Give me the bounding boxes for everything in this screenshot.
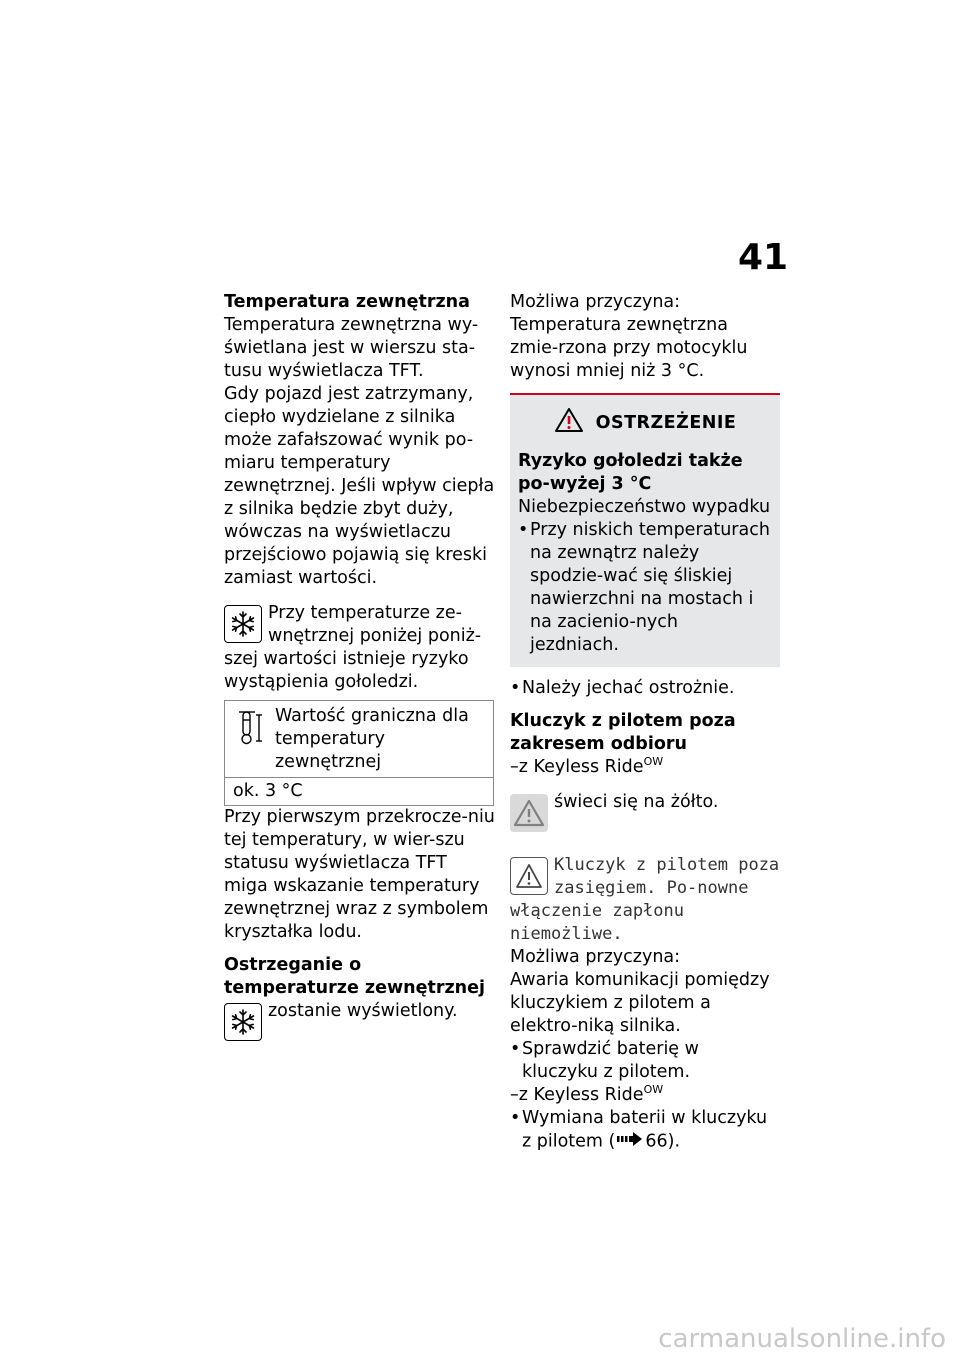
page-number: 41	[738, 237, 789, 278]
yellow-light-text: świeci się na żółto.	[554, 792, 719, 812]
warning-triangle-light-icon	[510, 794, 548, 832]
ice-risk-note	[224, 602, 496, 694]
watermark: carmanualsonline.info	[658, 1324, 946, 1354]
possible-cause-text-2: Awaria komunikacji pomiędzy kluczykiem z pilotem a elektro-niką silnika.	[510, 970, 770, 1036]
limit-value: ok. 3 °C	[233, 781, 303, 801]
check-battery-item: • Sprawdzić baterię w kluczyku z pilotem.	[510, 1038, 780, 1084]
heading-outside-temperature: Temperatura zewnętrzna	[224, 292, 470, 312]
paragraph-engine-heat: Gdy pojazd jest zatrzymany, ciepło wydzielane z silnika może zafałszować wynik po-miaru temperatury zewnętrznej. Jeśli wpływ ciepła z silnika będzie zbyt duży, wówczas na wyświetlaczu przejściowo pojawią się kreski zamiast wartości.	[224, 384, 495, 588]
right-column	[510, 291, 780, 1154]
display-message-note	[510, 854, 780, 946]
snowflake-icon	[224, 1003, 262, 1041]
limit-value-table	[224, 700, 494, 806]
heading-temperature-warning: Ostrzeganie o temperaturze zewnętrznej	[224, 955, 485, 998]
warning-heading: Ryzyko gołoledzi także po-wyżej 3 °C	[518, 451, 743, 494]
keyless-ride-condition-2: –z Keyless Ride$^{OW}$	[510, 1083, 664, 1105]
page-reference[interactable]: 66	[645, 1131, 668, 1152]
limit-label: Wartość graniczna dla temperatury zewnętrznej	[275, 706, 469, 772]
warning-displayed-note	[224, 1000, 496, 1043]
possible-cause-label-2: Możliwa przyczyna:	[510, 947, 681, 967]
thermometer-icon	[235, 705, 275, 774]
ice-risk-text: Przy temperaturze ze-wnętrznej poniżej poniż-szej wartości istnieje ryzyko wystąpienia gołoledzi.	[224, 603, 482, 692]
display-message-text: Kluczyk z pilotem poza zasięgiem. Po-nowne włączenie zapłonu niemożliwe.	[510, 855, 780, 944]
heading-key-out-of-range: Kluczyk z pilotem poza zakresem odbioru	[510, 711, 736, 754]
paragraph-blinking-indicator: Przy pierwszym przekrocze-niu tej temperatury, w wier-szu statusu wyświetlacza TFT miga wskazanie temperatury zewnętrznej wraz z symbolem kryształka lodu.	[224, 807, 495, 942]
warning-triangle-outline-icon	[510, 857, 548, 895]
paragraph-tft-display: Temperatura zewnętrzna wy-świetlana jest w wierszu sta-tusu wyświetlacza TFT.	[224, 315, 479, 381]
snowflake-icon	[224, 605, 262, 643]
possible-cause-text: Temperatura zewnętrzna zmie-rzona przy motocyklu wynosi mniej niż 3 °C.	[510, 315, 748, 381]
possible-cause-label: Możliwa przyczyna:	[510, 292, 681, 312]
keyless-ride-condition: –z Keyless Ride$^{OW}$	[510, 755, 664, 777]
drive-carefully-item: • Należy jechać ostrożnie.	[510, 677, 780, 700]
warning-box	[510, 393, 780, 667]
left-column	[224, 291, 496, 1043]
arrow-right-icon[interactable]	[617, 1130, 643, 1153]
warning-displayed-text: zostanie wyświetlony.	[268, 1001, 458, 1021]
warning-title: OSTRZEŻENIE	[595, 413, 737, 433]
warning-icon	[554, 407, 584, 440]
warning-bullet: • Przy niskich temperaturach na zewnątrz należy spodzie-wać się śliskiej nawierzchni na mostach i na zacienio-nych jezdniach.	[518, 519, 772, 657]
warning-subtitle: Niebezpieczeństwo wypadku	[518, 497, 771, 517]
yellow-light-note	[510, 791, 780, 834]
replace-battery-item: • Wymiana baterii w kluczyku z pilotem ( 66).	[510, 1107, 780, 1154]
